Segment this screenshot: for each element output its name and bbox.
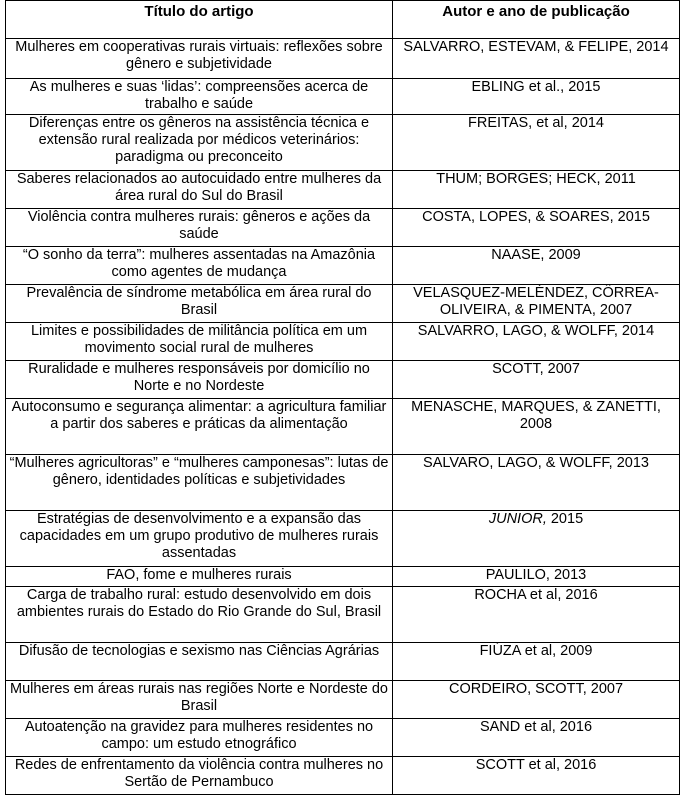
- table-row: [6, 171, 680, 209]
- table-row: [6, 455, 680, 511]
- author-year-cell: SALVARRO, ESTEVAM, & FELIPE, 2014: [393, 39, 680, 79]
- table-row: [6, 115, 680, 171]
- article-title-cell: Ruralidade e mulheres responsáveis por domicílio no Norte e no Nordeste: [6, 361, 393, 399]
- table-row: [6, 79, 680, 115]
- author-year-text: 2015: [546, 511, 584, 527]
- article-title-cell: Limites e possibilidades de militância política em um movimento social rural de mulheres: [6, 323, 393, 361]
- table-row: [6, 361, 680, 399]
- article-title-cell: Autoatenção na gravidez para mulheres residentes no campo: um estudo etnográfico: [6, 719, 393, 757]
- column-header-author: Autor e ano de publicação: [393, 1, 680, 39]
- table-row: [6, 399, 680, 455]
- table-row: [6, 643, 680, 681]
- article-title-cell: Prevalência de síndrome metabólica em área rural do Brasil: [6, 285, 393, 323]
- author-year-cell: [393, 511, 680, 567]
- author-year-cell: PAULILO, 2013: [393, 567, 680, 587]
- table-row: [6, 719, 680, 757]
- articles-table: [5, 0, 680, 795]
- author-year-cell: NAASE, 2009: [393, 247, 680, 285]
- article-title-cell: Saberes relacionados ao autocuidado entre mulheres da área rural do Sul do Brasil: [6, 171, 393, 209]
- article-title-cell: Redes de enfrentamento da violência contra mulheres no Sertão de Pernambuco: [6, 757, 393, 795]
- author-year-cell: THUM; BORGES; HECK, 2011: [393, 171, 680, 209]
- author-year-cell: FREITAS, et al, 2014: [393, 115, 680, 171]
- author-year-cell: EBLING et al., 2015: [393, 79, 680, 115]
- table-row: [6, 587, 680, 643]
- article-title-cell: “Mulheres agricultoras” e “mulheres camponesas”: lutas de gênero, identidades políticas e subjetividades: [6, 455, 393, 511]
- article-title-cell: “O sonho da terra”: mulheres assentadas na Amazônia como agentes de mudança: [6, 247, 393, 285]
- author-year-cell: MENASCHE, MARQUES, & ZANETTI, 2008: [393, 399, 680, 455]
- table-row: [6, 285, 680, 323]
- author-year-cell: VELASQUEZ-MELÉNDEZ, CÔRREA-OLIVEIRA, & PIMENTA, 2007: [393, 285, 680, 323]
- article-title-cell: Mulheres em cooperativas rurais virtuais: reflexões sobre gênero e subjetividade: [6, 39, 393, 79]
- author-year-cell: FIÚZA et al, 2009: [393, 643, 680, 681]
- table-row: [6, 323, 680, 361]
- author-italic-text: JUNIOR,: [488, 511, 547, 527]
- header-row: [6, 1, 680, 39]
- author-year-cell: SCOTT et al, 2016: [393, 757, 680, 795]
- article-title-cell: Difusão de tecnologias e sexismo nas Ciências Agrárias: [6, 643, 393, 681]
- table-row: [6, 511, 680, 567]
- author-year-cell: ROCHA et al, 2016: [393, 587, 680, 643]
- author-year-cell: SCOTT, 2007: [393, 361, 680, 399]
- article-title-cell: Autoconsumo e segurança alimentar: a agricultura familiar a partir dos saberes e práticas da alimentação: [6, 399, 393, 455]
- article-title-cell: FAO, fome e mulheres rurais: [6, 567, 393, 587]
- table-row: [6, 39, 680, 79]
- article-title-cell: Estratégias de desenvolvimento e a expansão das capacidades em um grupo produtivo de mulheres rurais assentadas: [6, 511, 393, 567]
- table-row: [6, 247, 680, 285]
- author-year-cell: SALVARO, LAGO, & WOLFF, 2013: [393, 455, 680, 511]
- article-title-cell: Diferenças entre os gêneros na assistência técnica e extensão rural realizada por médicos veterinários: paradigma ou preconceito: [6, 115, 393, 171]
- article-title-cell: Violência contra mulheres rurais: gêneros e ações da saúde: [6, 209, 393, 247]
- table-row: [6, 681, 680, 719]
- author-year-cell: SAND et al, 2016: [393, 719, 680, 757]
- table-row: [6, 757, 680, 795]
- author-year-cell: CORDEIRO, SCOTT, 2007: [393, 681, 680, 719]
- author-year-cell: SALVARRO, LAGO, & WOLFF, 2014: [393, 323, 680, 361]
- column-header-title: Título do artigo: [6, 1, 393, 39]
- author-year-cell: COSTA, LOPES, & SOARES, 2015: [393, 209, 680, 247]
- table-row: [6, 209, 680, 247]
- article-title-cell: Carga de trabalho rural: estudo desenvolvido em dois ambientes rurais do Estado do Rio Grande do Sul, Brasil: [6, 587, 393, 643]
- table-row: [6, 567, 680, 587]
- article-title-cell: Mulheres em áreas rurais nas regiões Norte e Nordeste do Brasil: [6, 681, 393, 719]
- article-title-cell: As mulheres e suas ‘lidas’: compreensões acerca de trabalho e saúde: [6, 79, 393, 115]
